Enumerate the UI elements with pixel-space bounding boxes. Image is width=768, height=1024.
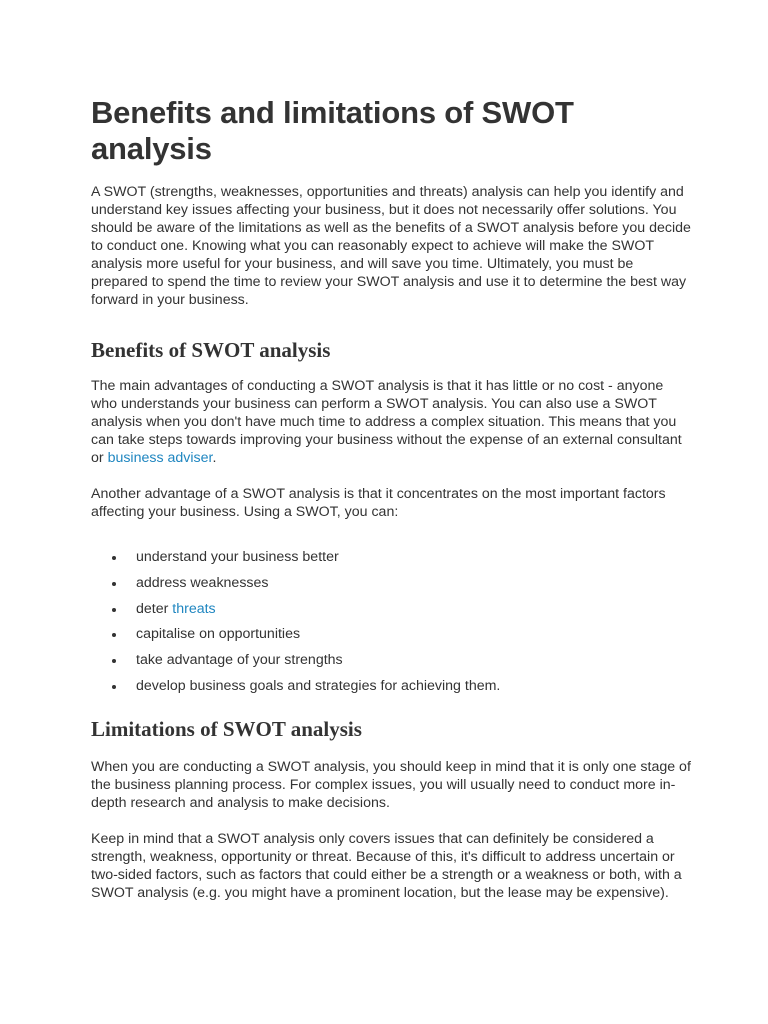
benefits-paragraph-2: Another advantage of a SWOT analysis is that it concentrates on the most important factors affecting your business. Using a SWOT, you can: [91, 486, 666, 520]
article [91, 95, 691, 902]
limitations-paragraph-2: Keep in mind that a SWOT analysis only covers issues that can definitely be considered a strength, weakness, opportunity or threat. Because of this, it's difficult to address uncertain or two-sided factors, such as factors that could either be a strength or a weakness or both, with a SWOT analysis (e.g. you might have a prominent location, but the lease may be expensive). [91, 830, 682, 901]
threats-link[interactable]: threats [172, 600, 216, 617]
benefits-paragraph-1 [91, 377, 691, 467]
list-item [91, 651, 691, 669]
list-item-text: take advantage of your strengths [136, 652, 343, 669]
list-item [91, 600, 691, 618]
list-item [91, 548, 691, 566]
benefits-list [91, 548, 691, 695]
list-item-text: develop business goals and strategies for achieving them. [136, 677, 501, 694]
page-title: Benefits and limitations of SWOT analysis [91, 95, 574, 166]
list-item-text: address weaknesses [136, 574, 269, 591]
bullet-icon [112, 633, 116, 637]
bullet-icon [112, 582, 116, 586]
list-item-text: deter [136, 600, 173, 617]
list-item-text: capitalise on opportunities [136, 626, 301, 643]
bullet-icon [112, 556, 116, 560]
benefits-heading: Benefits of SWOT analysis [91, 338, 331, 362]
list-item [91, 625, 691, 643]
bullet-icon [112, 685, 116, 689]
limitations-paragraph-1: When you are conducting a SWOT analysis, you should keep in mind that it is only one stage of the business planning process. For complex issues, you will usually need to conduct more in-depth research and analysis to make decisions. [91, 758, 691, 811]
list-item [91, 677, 691, 695]
list-item-text: understand your business better [136, 549, 339, 565]
list-item [91, 574, 691, 592]
bullet-icon [112, 608, 116, 612]
bullet-icon [112, 659, 116, 663]
benefits-paragraph-1-text: The main advantages of conducting a SWOT analysis is that it has little or no cost - anyone who understands your business can perform a SWOT analysis. You can also use a SWOT analysis when you don't have much time to address a complex situation. This means that you can take steps towards improving your business without the expense of an external consultant or [91, 378, 682, 466]
business-adviser-link[interactable]: business adviser [107, 450, 213, 466]
limitations-heading: Limitations of SWOT analysis [91, 716, 362, 741]
intro-paragraph: A SWOT (strengths, weaknesses, opportunities and threats) analysis can help you identify and understand key issues affecting your business, but it does not necessarily offer solutions. You should be aware of the limitations as well as the benefits of a SWOT analysis before you decide to conduct one. Knowing what you can reasonably expect to achieve will make the SWOT analysis more useful for your business, and will save you time. Ultimately, you must be prepared to spend the time to review your SWOT analysis and use it to determine the best way forward in your business. [91, 184, 691, 308]
benefits-paragraph-1-end: . [212, 450, 217, 466]
